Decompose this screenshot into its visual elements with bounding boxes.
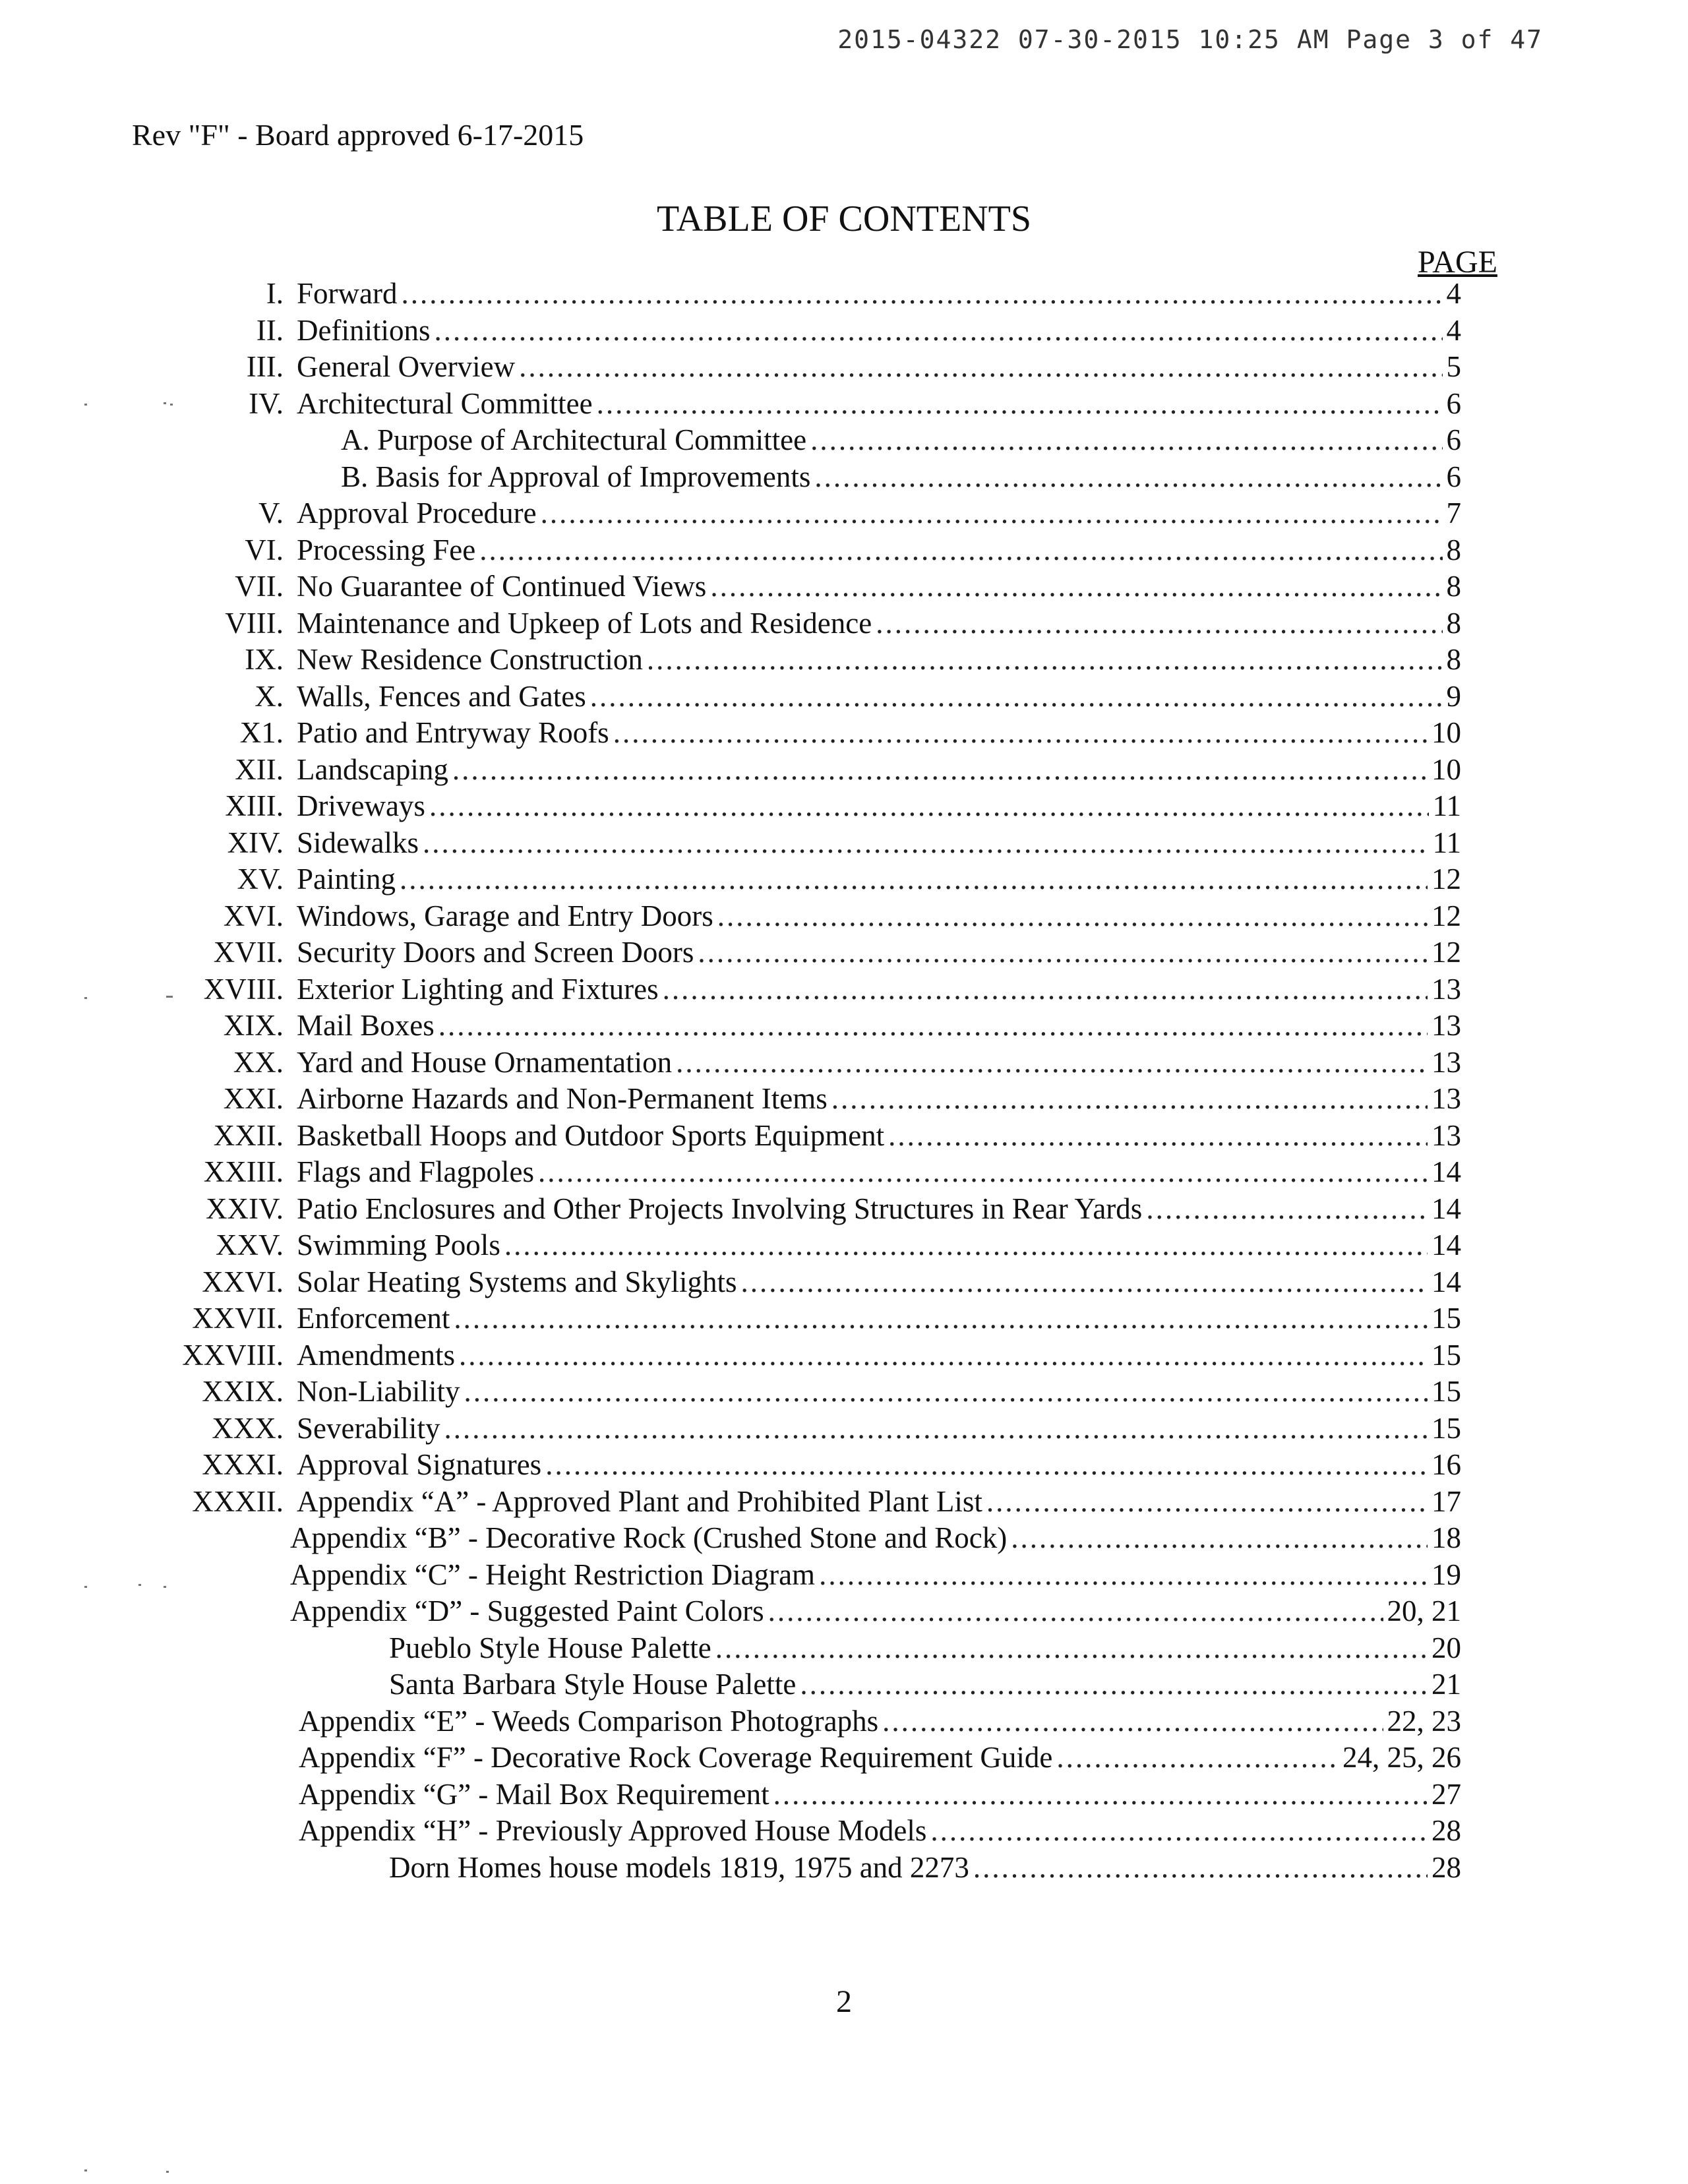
dot-leader [810, 422, 1442, 459]
toc-entry-title: Security Doors and Screen Doors [297, 936, 694, 969]
toc-entry-page: 13 [1432, 1045, 1461, 1079]
toc-entry-line [297, 752, 1461, 789]
toc-entry-line [297, 971, 1461, 1008]
toc-entry [0, 825, 1688, 862]
toc-entry-page: 28 [1432, 1814, 1461, 1847]
toc-entry-page: 13 [1432, 1082, 1461, 1115]
toc-entry-title: Amendments [297, 1338, 455, 1372]
toc-entry-page: 6 [1446, 423, 1461, 456]
toc-entry-page: 19 [1432, 1558, 1461, 1591]
toc-entry-title: Driveways [297, 789, 425, 822]
toc-entry-title: New Residence Construction [297, 643, 643, 676]
toc-entry-numeral: XXVII. [192, 1302, 284, 1335]
dot-leader [541, 495, 1443, 532]
toc-entry [0, 1374, 1688, 1410]
dot-leader [400, 861, 1428, 898]
toc-entry-title: Maintenance and Upkeep of Lots and Residence [297, 606, 872, 640]
toc-entry [0, 1045, 1688, 1081]
toc-entry-title: Appendix “E” - Weeds Comparison Photographs [299, 1704, 879, 1738]
toc-entry-numeral: III. [246, 350, 284, 383]
toc-entry-page: 6 [1446, 386, 1461, 420]
dot-leader [613, 715, 1428, 752]
toc-entry-page: 13 [1432, 972, 1461, 1006]
toc-entry-line [290, 1593, 1461, 1630]
dot-leader [882, 1703, 1383, 1740]
toc-entry-title: Yard and House Ornamentation [297, 1045, 673, 1079]
toc-entry-title: Non-Liability [297, 1375, 460, 1408]
toc-entry-line [297, 679, 1461, 715]
toc-entry-numeral: X. [255, 679, 284, 713]
toc-entry-line [290, 1557, 1461, 1594]
toc-entry-page: 22, 23 [1387, 1704, 1461, 1738]
toc-entry-line [297, 1191, 1461, 1228]
dot-leader [819, 1557, 1428, 1594]
toc-entry-page: 13 [1432, 1118, 1461, 1152]
toc-entry [0, 349, 1688, 386]
toc-entry-page: 18 [1432, 1521, 1461, 1554]
dot-leader [1056, 1740, 1339, 1776]
toc-entry [0, 788, 1688, 825]
dot-leader [717, 898, 1428, 935]
toc-entry-numeral: VI. [245, 533, 284, 566]
toc-entry-page: 27 [1432, 1777, 1461, 1811]
dot-leader [647, 642, 1443, 679]
dot-leader [814, 459, 1442, 496]
toc-entry [0, 1740, 1688, 1776]
toc-entry [0, 1191, 1688, 1228]
dot-leader [698, 934, 1428, 971]
toc-entry-line [297, 605, 1461, 642]
toc-entry-page: 9 [1446, 679, 1461, 713]
toc-entry-line [297, 1447, 1461, 1484]
dot-leader [773, 1776, 1428, 1813]
toc-entry-line [299, 1776, 1461, 1813]
toc-entry-title: Forward [297, 277, 398, 310]
toc-entry-page: 13 [1432, 1009, 1461, 1042]
page-column-heading: PAGE [1418, 245, 1497, 280]
toc-entry-line [297, 1118, 1461, 1155]
toc-entry-title: Appendix “C” - Height Restriction Diagram [290, 1558, 816, 1591]
toc-entry-page: 8 [1446, 533, 1461, 566]
dot-leader [710, 568, 1442, 605]
toc-entry [0, 1813, 1688, 1850]
scan-speck [84, 997, 87, 999]
toc-entry-numeral: XXII. [213, 1118, 284, 1152]
toc-entry-title: Sidewalks [297, 826, 419, 859]
toc-entry-page: 11 [1432, 789, 1461, 822]
toc-entry-title: Appendix “D” - Suggested Paint Colors [290, 1594, 764, 1627]
toc-entry-numeral: VIII. [225, 606, 284, 640]
scan-speck [166, 996, 173, 998]
toc-entry [0, 1008, 1688, 1045]
toc-entry-title: Enforcement [297, 1302, 450, 1335]
toc-entry-page: 8 [1446, 570, 1461, 603]
page-number: 2 [836, 1984, 852, 2019]
toc-entry-numeral: I. [266, 277, 284, 310]
dot-leader [768, 1593, 1383, 1630]
toc-entry [0, 1484, 1688, 1521]
toc-entry-numeral: IV. [249, 386, 284, 420]
toc-entry [0, 1264, 1688, 1301]
toc-entry-page: 7 [1446, 497, 1461, 530]
dot-leader [663, 971, 1428, 1008]
dot-leader [444, 1410, 1428, 1447]
toc-entry-page: 4 [1446, 313, 1461, 347]
dot-leader [479, 532, 1442, 569]
toc-entry [0, 1337, 1688, 1374]
toc-entry-title: Flags and Flagpoles [297, 1155, 534, 1188]
toc-entry-numeral: XXV. [216, 1228, 284, 1261]
toc-entry-line [389, 1850, 1461, 1887]
toc-entry-numeral: XVI. [223, 899, 284, 932]
toc-entry [0, 1154, 1688, 1191]
toc-entry-title: Processing Fee [297, 533, 476, 566]
dot-leader [876, 605, 1442, 642]
toc-entry [0, 1520, 1688, 1557]
toc-entry-title: Swimming Pools [297, 1228, 500, 1261]
toc-entry-title: Architectural Committee [297, 386, 593, 420]
dot-leader [741, 1264, 1428, 1301]
toc-entry-page: 12 [1432, 863, 1461, 895]
toc-entry-title: Appendix “H” - Previously Approved House Models [299, 1814, 927, 1847]
dot-leader [888, 1118, 1428, 1155]
revision-note: Rev "F" - Board approved 6-17-2015 [132, 118, 584, 152]
toc-entry-line [297, 276, 1461, 313]
toc-entry-line [297, 1081, 1461, 1118]
toc-entry [0, 1447, 1688, 1484]
dot-leader [429, 788, 1429, 825]
dot-leader [454, 1300, 1428, 1337]
toc-entry-page: 15 [1432, 1338, 1461, 1372]
toc-entry-numeral: XVII. [213, 936, 284, 969]
dot-leader [464, 1374, 1428, 1410]
toc-entry-page: 15 [1432, 1302, 1461, 1335]
toc-entry-numeral: XII. [235, 752, 284, 786]
toc-entry-page: 10 [1432, 716, 1461, 749]
toc-entry-title: General Overview [297, 350, 516, 383]
toc-entry-page: 12 [1432, 899, 1461, 932]
toc-entry-title: Santa Barbara Style House Palette [389, 1668, 797, 1701]
toc-entry-line [299, 1813, 1461, 1850]
dot-leader [504, 1227, 1428, 1264]
toc-entry-page: 24, 25, 26 [1342, 1741, 1461, 1774]
toc-entry-title: Painting [297, 863, 396, 895]
toc-entry-page: 8 [1446, 643, 1461, 676]
toc-entry-line [297, 861, 1461, 898]
dot-leader [545, 1447, 1428, 1484]
toc-entry-line [297, 715, 1461, 752]
toc-entry-page: 28 [1432, 1850, 1461, 1884]
toc-entry-numeral: XIV. [227, 826, 284, 859]
toc-entry-line [297, 898, 1461, 935]
dot-leader [1011, 1520, 1428, 1557]
toc-entry-numeral: X1. [239, 716, 284, 749]
toc-entry-numeral: XXIX. [202, 1375, 284, 1408]
toc-entry-title: Patio and Entryway Roofs [297, 716, 609, 749]
toc-entry [0, 276, 1688, 313]
toc-entry-line [297, 495, 1461, 532]
toc-entry [0, 1850, 1688, 1887]
toc-entry-page: 5 [1446, 350, 1461, 383]
dot-leader [597, 386, 1443, 423]
scan-speck [138, 1584, 141, 1586]
toc-entry [0, 1630, 1688, 1667]
toc-entry-numeral: VII. [235, 570, 284, 603]
toc-entry-numeral: XXXI. [202, 1448, 284, 1481]
toc-entry [0, 495, 1688, 532]
toc-entry [0, 1118, 1688, 1155]
table-of-contents [0, 276, 1688, 1886]
toc-entry-title: Appendix “G” - Mail Box Requirement [299, 1777, 769, 1811]
toc-entry-line [341, 459, 1461, 496]
toc-entry-numeral: XXIV. [206, 1192, 284, 1225]
toc-entry-numeral: XXIII. [203, 1155, 284, 1188]
dot-leader [401, 276, 1442, 313]
toc-entry-title: Appendix “F” - Decorative Rock Coverage Requirement Guide [299, 1741, 1053, 1774]
toc-entry-line [297, 1227, 1461, 1264]
toc-entry [0, 861, 1688, 898]
dot-leader [452, 752, 1428, 789]
toc-entry-title: Walls, Fences and Gates [297, 679, 586, 713]
toc-entry-numeral: XXXII. [192, 1484, 284, 1518]
toc-entry-page: 14 [1432, 1265, 1461, 1298]
toc-entry [0, 386, 1688, 423]
toc-entry-line [299, 1703, 1461, 1740]
toc-entry-page: 14 [1432, 1228, 1461, 1261]
toc-entry-title: Mail Boxes [297, 1009, 435, 1042]
toc-entry [0, 752, 1688, 789]
dot-leader [538, 1154, 1428, 1191]
scan-speck [164, 1586, 166, 1588]
toc-entry-numeral: XXVIII. [182, 1338, 284, 1372]
toc-entry-page: 21 [1432, 1668, 1461, 1701]
toc-entry [0, 934, 1688, 971]
toc-entry-page: 11 [1432, 826, 1461, 859]
toc-entry [0, 1410, 1688, 1447]
toc-entry-line [341, 422, 1461, 459]
dot-leader [519, 349, 1442, 386]
toc-entry-line [297, 386, 1461, 423]
toc-entry-line [297, 1008, 1461, 1045]
toc-entry-title: Patio Enclosures and Other Projects Involving Structures in Rear Yards [297, 1192, 1143, 1225]
toc-entry-title: Dorn Homes house models 1819, 1975 and 2273 [389, 1850, 969, 1884]
toc-entry-title: Appendix “A” - Approved Plant and Prohibited Plant List [297, 1484, 982, 1518]
toc-entry [0, 605, 1688, 642]
toc-entry-line [297, 642, 1461, 679]
toc-entry-page: 12 [1432, 936, 1461, 969]
toc-entry-page: 14 [1432, 1155, 1461, 1188]
toc-entry-numeral: XV. [237, 863, 284, 895]
toc-entry-numeral: V. [258, 497, 284, 530]
toc-entry [0, 971, 1688, 1008]
toc-entry [0, 679, 1688, 715]
toc-entry-page: 20, 21 [1387, 1594, 1461, 1627]
toc-entry-numeral: XIII. [225, 789, 284, 822]
toc-entry-title: Windows, Garage and Entry Doors [297, 899, 713, 932]
dot-leader [423, 825, 1429, 862]
toc-entry-title: A. Purpose of Architectural Committee [341, 423, 807, 456]
scan-speck [170, 404, 173, 406]
dot-leader [590, 679, 1443, 715]
scan-speck [84, 1586, 87, 1588]
toc-entry-title: Solar Heating Systems and Skylights [297, 1265, 737, 1298]
dot-leader [831, 1081, 1428, 1118]
toc-entry-line [297, 1045, 1461, 1081]
toc-entry-title: Definitions [297, 313, 431, 347]
toc-entry-line [297, 568, 1461, 605]
toc-entry-line [297, 1374, 1461, 1410]
toc-entry-line [299, 1740, 1461, 1776]
toc-entry-line [297, 1300, 1461, 1337]
toc-entry-line [297, 1410, 1461, 1447]
toc-entry [0, 1300, 1688, 1337]
toc-entry-numeral: XXI. [223, 1082, 284, 1115]
toc-entry-line [297, 1484, 1461, 1521]
dot-leader [459, 1337, 1428, 1374]
dot-leader [986, 1484, 1428, 1521]
toc-entry-numeral: XIX. [223, 1009, 284, 1042]
toc-entry-numeral: II. [256, 313, 284, 347]
toc-entry-title: Pueblo Style House Palette [389, 1631, 711, 1664]
dot-leader [1146, 1191, 1428, 1228]
dot-leader [973, 1850, 1428, 1887]
toc-entry-numeral: XVIII. [203, 972, 284, 1006]
toc-entry-page: 17 [1432, 1484, 1461, 1518]
toc-entry-line [297, 313, 1461, 349]
toc-entry-numeral: XXX. [212, 1411, 284, 1445]
toc-entry-title: No Guarantee of Continued Views [297, 570, 707, 603]
toc-entry [0, 1081, 1688, 1118]
toc-entry-page: 16 [1432, 1448, 1461, 1481]
dot-leader [438, 1008, 1428, 1045]
toc-entry-page: 8 [1446, 606, 1461, 640]
dot-leader [676, 1045, 1428, 1081]
toc-entry [0, 1593, 1688, 1630]
toc-entry-line [297, 1154, 1461, 1191]
toc-entry-line [389, 1666, 1461, 1703]
toc-entry [0, 715, 1688, 752]
toc-entry [0, 1557, 1688, 1594]
toc-entry [0, 642, 1688, 679]
scan-speck [166, 2171, 169, 2173]
toc-entry-page: 10 [1432, 752, 1461, 786]
toc-entry-page: 15 [1432, 1411, 1461, 1445]
toc-entry-line [297, 1264, 1461, 1301]
toc-entry-page: 4 [1446, 277, 1461, 310]
toc-entry-line [290, 1520, 1461, 1557]
toc-entry-line [389, 1630, 1461, 1667]
toc-entry-page: 6 [1446, 460, 1461, 493]
toc-entry-title: Appendix “B” - Decorative Rock (Crushed Stone and Rock) [290, 1521, 1008, 1554]
toc-entry-page: 14 [1432, 1192, 1461, 1225]
toc-entry-title: Basketball Hoops and Outdoor Sports Equipment [297, 1118, 885, 1152]
toc-entry-numeral: XXVI. [202, 1265, 284, 1298]
toc-entry-numeral: XX. [233, 1045, 284, 1079]
toc-entry-line [297, 825, 1461, 862]
toc-entry-line [297, 788, 1461, 825]
toc-entry-numeral: IX. [245, 643, 284, 676]
toc-entry [0, 1227, 1688, 1264]
toc-entry-line [297, 1337, 1461, 1374]
scan-speck [84, 404, 87, 406]
scan-speck [84, 2169, 87, 2171]
toc-entry-line [297, 934, 1461, 971]
dot-leader [930, 1813, 1428, 1850]
toc-entry-line [297, 349, 1461, 386]
toc-entry-title: B. Basis for Approval of Improvements [341, 460, 811, 493]
toc-entry-page: 15 [1432, 1375, 1461, 1408]
page-title: TABLE OF CONTENTS [657, 198, 1031, 239]
toc-entry [0, 898, 1688, 935]
dot-leader [715, 1630, 1428, 1667]
toc-entry-title: Landscaping [297, 752, 448, 786]
toc-entry [0, 1666, 1688, 1703]
toc-entry-title: Approval Signatures [297, 1448, 542, 1481]
toc-entry-title: Severability [297, 1411, 440, 1445]
toc-entry-title: Exterior Lighting and Fixtures [297, 972, 659, 1006]
fax-header: 2015-04322 07-30-2015 10:25 AM Page 3 of 47 [837, 25, 1543, 54]
toc-entry [0, 1703, 1688, 1740]
scan-speck [164, 402, 166, 404]
toc-entry [0, 532, 1688, 569]
toc-entry-page: 20 [1432, 1631, 1461, 1664]
toc-entry [0, 313, 1688, 349]
dot-leader [800, 1666, 1428, 1703]
toc-entry-line [297, 532, 1461, 569]
toc-entry [0, 422, 1688, 459]
dot-leader [434, 313, 1442, 349]
toc-entry [0, 459, 1688, 496]
toc-entry-title: Approval Procedure [297, 497, 537, 530]
toc-entry-title: Airborne Hazards and Non-Permanent Items [297, 1082, 828, 1115]
toc-entry [0, 568, 1688, 605]
toc-entry [0, 1776, 1688, 1813]
